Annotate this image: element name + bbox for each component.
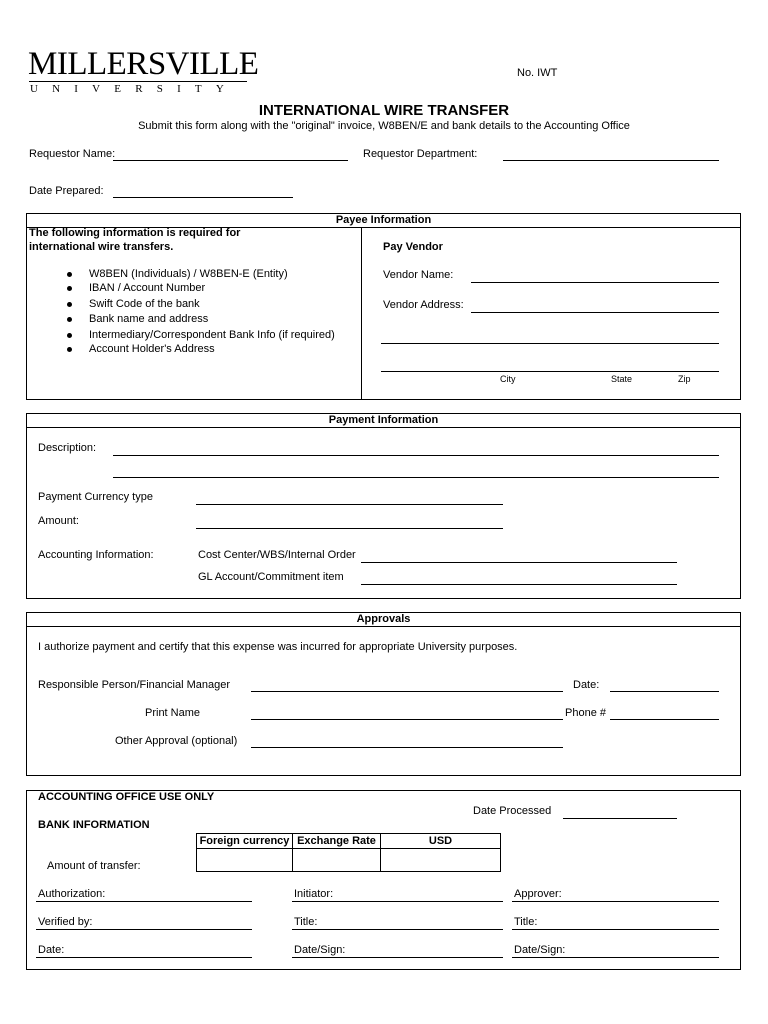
payee-divider [361, 227, 362, 399]
date-processed-field[interactable] [563, 818, 677, 819]
initiator-label: Initiator: [294, 888, 334, 900]
vendor-address-field[interactable] [471, 312, 719, 313]
zip-caption: Zip [678, 374, 691, 384]
approver-datesign-field[interactable] [512, 957, 719, 958]
form-number: No. IWT [517, 67, 558, 79]
print-name-label: Print Name [145, 707, 201, 719]
vendor-city-state-zip-field[interactable] [381, 371, 719, 372]
bullet-icon [67, 317, 72, 322]
pay-vendor-label: Pay Vendor [383, 241, 443, 253]
approver-title-label: Title: [514, 916, 538, 928]
vendor-address-label: Vendor Address: [383, 299, 464, 311]
description-label: Description: [38, 442, 97, 454]
vendor-address-line2-field[interactable] [381, 343, 719, 344]
exchange-table [196, 833, 501, 872]
amount-field[interactable] [196, 528, 503, 529]
bullet-icon [67, 302, 72, 307]
page-subtitle: Submit this form along with the "original" invoice, W8BEN/E and bank details to the Accounting Office [138, 120, 630, 132]
date-prepared-label: Date Prepared: [29, 185, 104, 197]
payment-section [26, 413, 741, 599]
table-header-row [197, 834, 501, 849]
gl-account-label: GL Account/Commitment item [198, 571, 344, 583]
city-caption: City [500, 374, 516, 384]
description-line2-field[interactable] [113, 477, 719, 478]
bank-info-label: BANK INFORMATION [38, 819, 150, 831]
description-field[interactable] [113, 455, 719, 456]
accounting-date-label: Date: [38, 944, 65, 956]
verified-by-field[interactable] [36, 929, 252, 930]
list-item: Intermediary/Correspondent Bank Info (if required) [89, 329, 335, 341]
column-foreign-currency: Foreign currency [197, 834, 293, 849]
approval-date-field[interactable] [610, 691, 719, 692]
amount-transfer-label: Amount of transfer: [47, 860, 141, 872]
payee-intro-line2: international wire transfers. [29, 241, 174, 253]
bullet-icon [67, 272, 72, 277]
usd-cell[interactable] [381, 849, 501, 872]
accounting-info-label: Accounting Information: [38, 549, 154, 561]
responsible-person-field[interactable] [251, 691, 563, 692]
logo-wordmark: MILLERSVILLE [28, 46, 259, 82]
requestor-name-label: Requestor Name: [29, 148, 116, 160]
verified-by-label: Verified by: [38, 916, 93, 928]
approval-date-label: Date: [573, 679, 600, 691]
approver-title-field[interactable] [512, 929, 719, 930]
accounting-heading: ACCOUNTING OFFICE USE ONLY [38, 791, 215, 803]
payee-intro-line1: The following information is required for [29, 227, 241, 239]
requestor-department-field[interactable] [503, 160, 719, 161]
logo-subtitle: UNIVERSITY [30, 83, 238, 95]
accounting-section [26, 790, 741, 970]
table-row [197, 849, 501, 872]
list-item: Account Holder's Address [89, 343, 215, 355]
approver-field[interactable] [512, 901, 719, 902]
authorization-field[interactable] [36, 901, 252, 902]
column-usd: USD [381, 834, 501, 849]
amount-label: Amount: [38, 515, 79, 527]
print-name-field[interactable] [251, 719, 563, 720]
phone-label: Phone # [565, 707, 606, 719]
currency-label: Payment Currency type [38, 491, 153, 503]
bullet-icon [67, 286, 72, 291]
initiator-title-field[interactable] [292, 929, 503, 930]
gl-account-field[interactable] [361, 584, 677, 585]
list-item: Bank name and address [89, 313, 209, 325]
other-approval-label: Other Approval (optional) [115, 735, 238, 747]
initiator-field[interactable] [292, 901, 503, 902]
cost-center-label: Cost Center/WBS/Internal Order [198, 549, 356, 561]
bullet-icon [67, 333, 72, 338]
date-prepared-field[interactable] [113, 197, 293, 198]
payment-heading: Payment Information [27, 414, 740, 428]
approver-datesign-label: Date/Sign: [514, 944, 566, 956]
approvals-section [26, 612, 741, 776]
vendor-name-label: Vendor Name: [383, 269, 454, 281]
initiator-datesign-label: Date/Sign: [294, 944, 346, 956]
initiator-datesign-field[interactable] [292, 957, 503, 958]
requestor-name-field[interactable] [113, 160, 348, 161]
vendor-name-field[interactable] [471, 282, 719, 283]
phone-field[interactable] [610, 719, 719, 720]
payee-heading: Payee Information [27, 214, 740, 228]
accounting-date-field[interactable] [36, 957, 252, 958]
logo-rule [29, 81, 247, 82]
exchange-rate-cell[interactable] [293, 849, 381, 872]
currency-field[interactable] [196, 504, 503, 505]
authorization-statement: I authorize payment and certify that this expense was incurred for appropriate University purposes. [38, 641, 518, 653]
other-approval-field[interactable] [251, 747, 563, 748]
state-caption: State [611, 374, 633, 384]
approvals-heading: Approvals [27, 613, 740, 627]
authorization-label: Authorization: [38, 888, 106, 900]
requestor-department-label: Requestor Department: [363, 148, 478, 160]
list-item: W8BEN (Individuals) / W8BEN-E (Entity) [89, 268, 288, 280]
initiator-title-label: Title: [294, 916, 318, 928]
approver-label: Approver: [514, 888, 562, 900]
page-title: INTERNATIONAL WIRE TRANSFER [258, 102, 510, 119]
list-item: Swift Code of the bank [89, 298, 200, 310]
foreign-currency-cell[interactable] [197, 849, 293, 872]
list-item: IBAN / Account Number [89, 282, 206, 294]
column-exchange-rate: Exchange Rate [293, 834, 381, 849]
bullet-icon [67, 347, 72, 352]
responsible-person-label: Responsible Person/Financial Manager [38, 679, 230, 691]
date-processed-label: Date Processed [473, 805, 552, 817]
cost-center-field[interactable] [361, 562, 677, 563]
